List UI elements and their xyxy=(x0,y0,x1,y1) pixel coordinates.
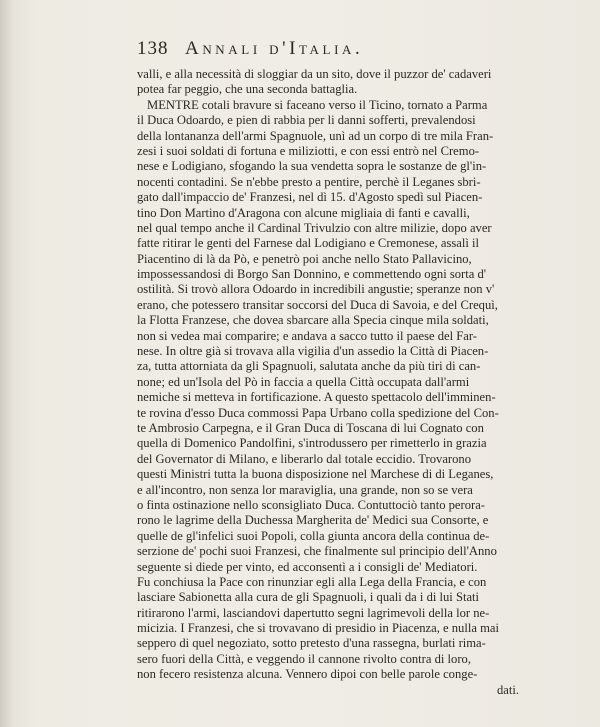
text-line: ostilità. Si trovò allora Odoardo in incredibili angustie; speranze non v' xyxy=(137,282,495,297)
text-line: seguente si diede per vinto, ed acconsentì a i consigli de' Mediatori. xyxy=(137,559,478,574)
text-line: fatte ritirar le genti del Farnese dal Lodigiano e Cremonese, assalì il xyxy=(137,236,480,251)
text-line: della lontananza dell'armi Spagnuole, unì ad un corpo di tre mila Fran- xyxy=(137,128,494,143)
text-line: nese. In oltre già si trovava alla vigilia d'un assedio la Città di Piacen- xyxy=(137,344,489,359)
page-number: 138 xyxy=(137,38,169,59)
text-line: micizia. I Franzesi, che si trovavano di presidio in Piacenza, e nulla mai xyxy=(137,621,499,636)
body-text xyxy=(137,67,529,698)
text-line: none; ed un'Isola del Pò in faccia a quella Città occupata dall'armi xyxy=(137,374,470,389)
text-line: potea far peggio, che una seconda battaglia. xyxy=(137,82,358,97)
text-line: quelle de gl'infelici suoi Popoli, colla giunta ancora della continua de- xyxy=(137,528,490,543)
text-line: o finta ostinazione nello sconsigliato Duca. Contuttociò tanto perora- xyxy=(137,497,485,512)
text-line: la Flotta Franzese, che dovea sbarcare alla Specia cinque mila soldati, xyxy=(137,313,489,328)
text-line: nel qual tempo anche il Cardinal Trivulzio con altre milizie, dopo aver xyxy=(137,220,492,235)
text-line: quella di Domenico Pandolfini, s'introdussero per rimetterlo in grazia xyxy=(137,436,487,451)
page-header xyxy=(137,38,477,60)
text-line: del Governator di Milano, e liberarlo dal totale eccidio. Trovarono xyxy=(137,451,471,466)
text-line: Piacentino di là da Pò, e penetrò poi anche nello Stato Pallavicino, xyxy=(137,251,472,266)
text-line: seppero di quel negoziato, sotto pretesto d'una rassegna, burlati rima- xyxy=(137,636,486,651)
text-line: nemiche si metteva in fortificazione. A questo spettacolo dell'imminen- xyxy=(137,390,496,405)
text-line: te rovina d'esso Duca commossi Papa Urbano colla spedizione del Con- xyxy=(137,405,499,420)
text-line: rono le lagrime della Duchessa Margherita de' Medici sua Consorte, e xyxy=(137,513,489,528)
text-line: tino Don Martino d'Aragona con alcune migliaia di fanti e cavalli, xyxy=(137,205,470,220)
page-gutter-shadow xyxy=(0,0,14,727)
text-line: nocenti contadini. Se n'ebbe presto a pentire, perchè il Leganes sbri- xyxy=(137,174,481,189)
running-title: Annali d'Italia. xyxy=(185,38,364,59)
text-line: non fecero resistenza alcuna. Vennero dipoi con belle parole conge- xyxy=(137,667,478,682)
text-line: questi Ministri tutta la buona disposizione nel Marchese di di Leganes, xyxy=(137,467,494,482)
text-line: e all'incontro, non senza lor maraviglia, una grande, non so se vera xyxy=(137,482,473,497)
text-line: lasciare Sabionetta alla cura de gli Spagnuoli, i quali da i di lui Stati xyxy=(137,590,480,605)
text-line: il Duca Odoardo, e pien di rabbia per li danni sofferti, prevalendosi xyxy=(137,113,476,128)
text-line: gato dall'impaccio de' Franzesi, nel dì 15. d'Agosto spedì sul Piacen- xyxy=(137,190,483,205)
text-line: te Ambrosio Carpegna, e il Gran Duca di Toscana di lui Cognato con xyxy=(137,420,484,435)
text-line: Fu conchiusa la Pace con rinunziar egli alla Lega della Francia, e con xyxy=(137,574,487,589)
text-line: sero fuori della Città, e veggendo il cannone rivolto contra di loro, xyxy=(137,651,471,666)
text-line: impossessandosi di Borgo San Donnino, e commettendo ogni sorta d' xyxy=(137,267,487,282)
text-line: valli, e alla necessità di sloggiar da un sito, dove il puzzor de' cadaveri xyxy=(137,67,492,81)
text-line: non si vedea mai comparire; e andava a sacco tutto il paese del Far- xyxy=(137,328,477,343)
text-line: zesi i suoi soldati di fortuna e miliziotti, e con essi entrò nel Cremo- xyxy=(137,143,480,158)
final-line: dati. xyxy=(496,682,519,697)
paragraph-start-line: MENTRE cotali bravure si faceano verso il Ticino, tornato a Parma xyxy=(147,97,488,112)
text-line: serzione de' pochi suoi Franzesi, che finalmente sul principio dell'Anno xyxy=(137,544,497,559)
text-line: za, tutta attorniata da gli Spagnuoli, salutata anche da più tiri di can- xyxy=(137,359,481,374)
text-line: nese e Lodigiano, sfogando la sua vendetta sopra le sostanze de gl'in- xyxy=(137,159,487,174)
text-line: ritirarono l'armi, lasciandovi dapertutto segni lagrimevoli della lor ne- xyxy=(137,605,490,620)
text-line: erano, che potessero transitar soccorsi del Duca di Savoia, e del Crequì, xyxy=(137,297,498,312)
